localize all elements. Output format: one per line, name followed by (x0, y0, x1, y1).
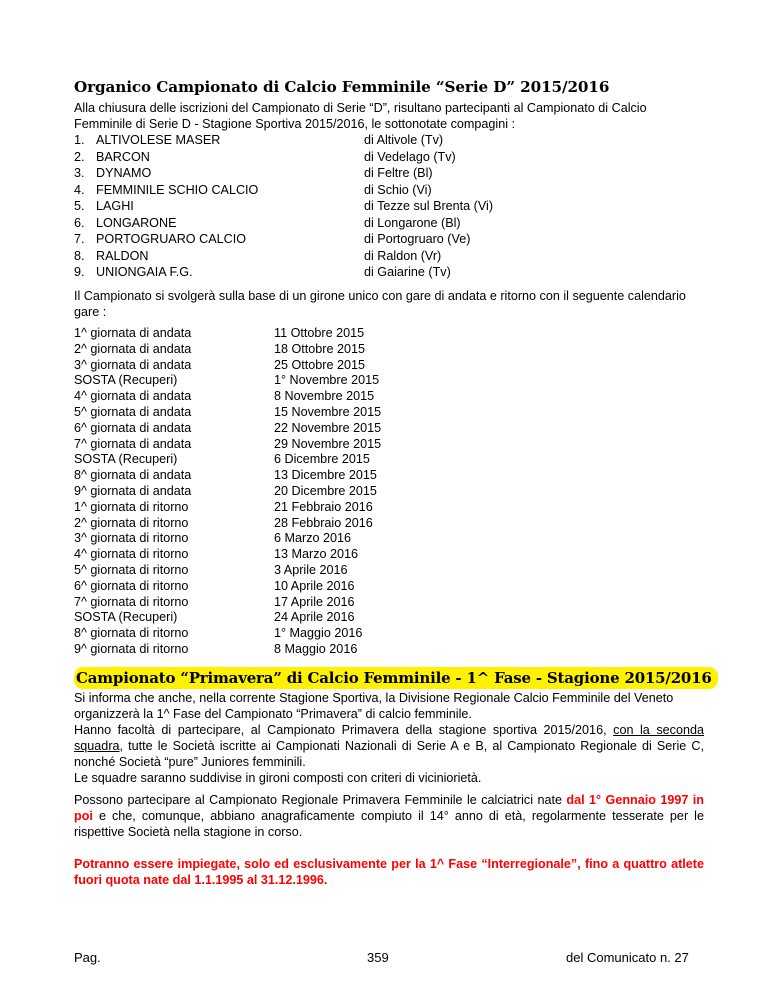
list-item (74, 215, 534, 232)
round-date: 28 Febbraio 2016 (274, 515, 373, 530)
calendar-row (74, 358, 534, 374)
primavera-line-2: organizzerà la 1^ Fase del Campionato “Primavera” di calcio femminile. (74, 707, 472, 721)
round-date: 29 Novembre 2015 (274, 436, 382, 451)
calendar-row (74, 610, 534, 626)
list-item (74, 198, 534, 215)
team-name: LONGARONE (96, 215, 177, 230)
round-label: SOSTA (Recuperi) (74, 373, 178, 388)
round-date: 24 Aprile 2016 (274, 610, 355, 625)
team-number: 1. (74, 133, 85, 147)
team-number: 2. (74, 149, 85, 164)
footer-page-label: Pag. (74, 950, 101, 965)
team-name: DYNAMO (96, 166, 152, 180)
calendar-row (74, 500, 534, 516)
round-label: 8^ giornata di andata (74, 468, 192, 483)
round-date: 17 Aprile 2016 (274, 594, 355, 609)
primavera-line-4: Le squadre saranno suddivise in gironi composti con criteri di viciniorietà. (74, 771, 482, 785)
list-item (74, 165, 534, 182)
round-label: 2^ giornata di ritorno (74, 515, 189, 530)
eligibility-text-cont: e che, comunque, abbiano anagraficamente compiuto il 14° anno di età, regolarmente tesserate per le rispettive Società nella stagione in corso. (74, 809, 704, 839)
team-name: FEMMINILE SCHIO CALCIO (96, 182, 259, 197)
intro-paragraph (74, 100, 704, 132)
calendar-intro (74, 288, 704, 320)
team-number: 6. (74, 215, 85, 230)
team-name: BARCON (96, 149, 150, 164)
calendar-intro-line-1: Il Campionato si svolgerà sulla base di un girone unico con gare di andata e ritorno con il seguente calendario (74, 289, 686, 303)
round-label: 1^ giornata di andata (74, 326, 192, 340)
calendar-row (74, 516, 534, 532)
team-city: di Tezze sul Brenta (Vi) (364, 199, 494, 213)
round-label: 6^ giornata di andata (74, 420, 192, 435)
calendar-row (74, 468, 534, 484)
round-label: 2^ giornata di andata (74, 341, 192, 356)
round-label: 4^ giornata di andata (74, 389, 192, 404)
primavera-eligibility (74, 722, 704, 770)
calendar-row (74, 563, 534, 579)
round-date: 18 Ottobre 2015 (274, 341, 366, 356)
round-label: 5^ giornata di ritorno (74, 562, 189, 577)
calendar-row (74, 437, 534, 453)
team-name: ALTIVOLESE MASER (96, 133, 221, 147)
calendar-row (74, 421, 534, 437)
team-number: 7. (74, 232, 85, 246)
round-date: 6 Dicembre 2015 (274, 452, 370, 467)
calendar-row (74, 389, 534, 405)
list-item (74, 264, 534, 281)
heading-serie-d: Organico Campionato di Calcio Femminile “Serie D” 2015/2016 (74, 78, 610, 96)
list-item (74, 248, 534, 265)
calendar-row (74, 579, 534, 595)
team-number: 5. (74, 199, 85, 213)
primavera-paragraph (74, 690, 704, 786)
list-item (74, 132, 534, 149)
round-date: 1° Novembre 2015 (274, 373, 380, 388)
round-date: 25 Ottobre 2015 (274, 357, 366, 372)
round-date: 20 Dicembre 2015 (274, 483, 377, 498)
round-label: 6^ giornata di ritorno (74, 578, 189, 593)
intro-line-2: Femminile di Serie D - Stagione Sportiva 2015/2016, le sottonotate compagini : (74, 117, 516, 131)
calendar-row (74, 531, 534, 547)
round-label: 9^ giornata di andata (74, 483, 192, 498)
round-date: 22 Novembre 2015 (274, 420, 382, 435)
team-number: 4. (74, 182, 85, 197)
eligibility-paragraph (74, 792, 704, 840)
team-city: di Longarone (Bl) (364, 215, 461, 230)
round-label: 7^ giornata di andata (74, 436, 192, 451)
team-number: 3. (74, 166, 85, 180)
round-label: 3^ giornata di andata (74, 357, 192, 372)
round-label: 4^ giornata di ritorno (74, 547, 189, 562)
round-date: 8 Novembre 2015 (274, 389, 375, 404)
round-date: 3 Aprile 2016 (274, 562, 348, 577)
seconda-squadra-underlined: con la seconda squadra (74, 723, 704, 753)
team-city: di Gaiarine (Tv) (364, 265, 451, 279)
team-city: di Portogruaro (Ve) (364, 232, 471, 246)
round-date: 8 Maggio 2016 (274, 641, 358, 656)
calendar-list (74, 326, 534, 658)
list-item (74, 149, 534, 166)
round-date: 21 Febbraio 2016 (274, 499, 373, 514)
team-city: di Schio (Vi) (364, 182, 432, 197)
calendar-row (74, 342, 534, 358)
team-name: PORTOGRUARO CALCIO (96, 232, 246, 246)
team-list (74, 132, 534, 281)
round-label: SOSTA (Recuperi) (74, 610, 178, 625)
team-name: UNIONGAIA F.G. (96, 265, 193, 279)
calendar-row (74, 595, 534, 611)
footer-page-number: 359 (367, 950, 389, 965)
team-name: LAGHI (96, 199, 134, 213)
round-date: 10 Aprile 2016 (274, 578, 355, 593)
round-label: 3^ giornata di ritorno (74, 531, 189, 546)
birth-date-highlight: dal 1° Gennaio 1997 in poi (74, 793, 704, 823)
primavera-text-cont: , tutte le Società iscritte ai Campionati Nazionali di Serie A e B, al Campionato Regionale di Serie C, nonché Società “pure” Juniores femminili. (74, 739, 704, 769)
team-city: di Raldon (Vr) (364, 248, 442, 263)
team-number: 8. (74, 248, 85, 263)
team-city: di Feltre (Bl) (364, 166, 433, 180)
intro-line-1: Alla chiusura delle iscrizioni del Campionato di Serie “D”, risultano partecipanti al Campionato di Calcio (74, 101, 647, 115)
round-label: 5^ giornata di andata (74, 404, 192, 419)
fuori-quota-note: Potranno essere impiegate, solo ed esclusivamente per la 1^ Fase “Interregionale”, fino a quattro atlete fuori quota nate dal 1.1.1995 al 31.12.1996. (74, 857, 704, 887)
round-date: 13 Dicembre 2015 (274, 468, 377, 483)
round-label: 9^ giornata di ritorno (74, 641, 189, 656)
calendar-intro-line-2: gare : (74, 305, 107, 319)
eligibility-text: Possono partecipare al Campionato Regionale Primavera Femminile le calciatrici nate (74, 793, 567, 807)
calendar-row (74, 373, 534, 389)
heading-primavera: Campionato “Primavera” di Calcio Femminile - 1^ Fase - Stagione 2015/2016 (74, 667, 718, 689)
primavera-line-1: Si informa che anche, nella corrente Stagione Sportiva, la Divisione Regionale Calcio Femminile del Veneto (74, 691, 674, 705)
round-date: 6 Marzo 2016 (274, 531, 352, 546)
calendar-row (74, 626, 534, 642)
calendar-row (74, 547, 534, 563)
round-date: 1° Maggio 2016 (274, 626, 363, 641)
round-date: 13 Marzo 2016 (274, 547, 359, 562)
list-item (74, 182, 534, 199)
round-date: 15 Novembre 2015 (274, 404, 382, 419)
calendar-row (74, 484, 534, 500)
team-city: di Vedelago (Tv) (364, 149, 456, 164)
team-name: RALDON (96, 248, 149, 263)
round-label: 1^ giornata di ritorno (74, 499, 189, 514)
footer-comunicato: del Comunicato n. 27 (566, 950, 689, 965)
round-date: 11 Ottobre 2015 (274, 326, 365, 340)
team-number: 9. (74, 265, 85, 279)
round-label: 8^ giornata di ritorno (74, 626, 189, 641)
round-label: SOSTA (Recuperi) (74, 452, 178, 467)
calendar-row (74, 642, 534, 658)
calendar-row (74, 326, 534, 342)
calendar-row (74, 452, 534, 468)
primavera-text: Hanno facoltà di partecipare, al Campionato Primavera della stagione sportiva 2015/2016, (74, 723, 614, 737)
round-label: 7^ giornata di ritorno (74, 594, 189, 609)
calendar-row (74, 405, 534, 421)
list-item (74, 231, 534, 248)
team-city: di Altivole (Tv) (364, 133, 444, 147)
